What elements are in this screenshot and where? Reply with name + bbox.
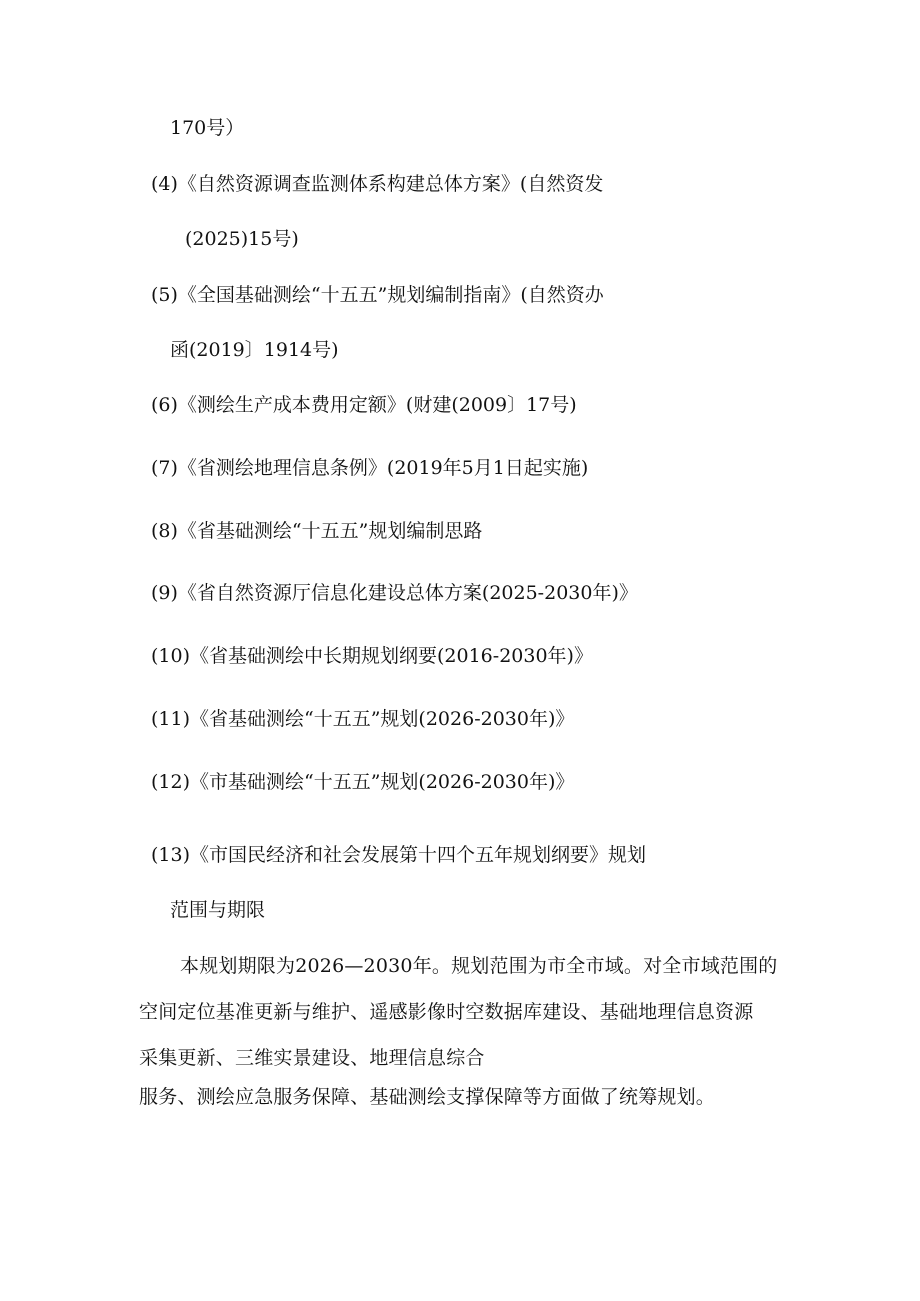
reference-11: (11)《省基础测绘“十五五”规划(2026-2030年)》 — [151, 708, 575, 730]
body-paragraph-line-2: 空间定位基准更新与维护、遥感影像时空数据库建设、基础地理信息资源 — [139, 1001, 754, 1023]
reference-7: (7)《省测绘地理信息条例》(2019年5月1日起实施) — [151, 457, 589, 479]
body-paragraph-line-3: 采集更新、三维实景建设、地理信息综合 — [139, 1047, 485, 1069]
reference-8: (8)《省基础测绘“十五五”规划编制思路 — [151, 520, 483, 542]
section-heading: 范围与期限 — [170, 899, 266, 921]
reference-9: (9)《省自然资源厅信息化建设总体方案(2025-2030年)》 — [151, 582, 638, 604]
reference-12: (12)《市基础测绘“十五五”规划(2026-2030年)》 — [151, 771, 575, 793]
body-paragraph-line-1: 本规划期限为2026—2030年。规划范围为市全市域。对全市域范围的 — [180, 955, 778, 977]
reference-4-line-1: (4)《自然资源调查监测体系构建总体方案》(自然资发 — [151, 173, 604, 195]
body-paragraph-line-4: 服务、测绘应急服务保障、基础测绘支撑保障等方面做了统筹规划。 — [139, 1086, 716, 1108]
reference-10: (10)《省基础测绘中长期规划纲要(2016-2030年)》 — [151, 645, 593, 667]
reference-5-line-1: (5)《全国基础测绘“十五五”规划编制指南》(自然资办 — [151, 284, 604, 306]
reference-4-line-2: (2025)15号) — [185, 228, 299, 250]
reference-13: (13)《市国民经济和社会发展第十四个五年规划纲要》规划 — [151, 844, 647, 866]
reference-6: (6)《测绘生产成本费用定额》(财建(2009〕17号) — [151, 394, 577, 416]
reference-5-line-2: 函(2019〕1914号) — [170, 339, 339, 361]
reference-3-continuation: 170号） — [170, 117, 245, 139]
